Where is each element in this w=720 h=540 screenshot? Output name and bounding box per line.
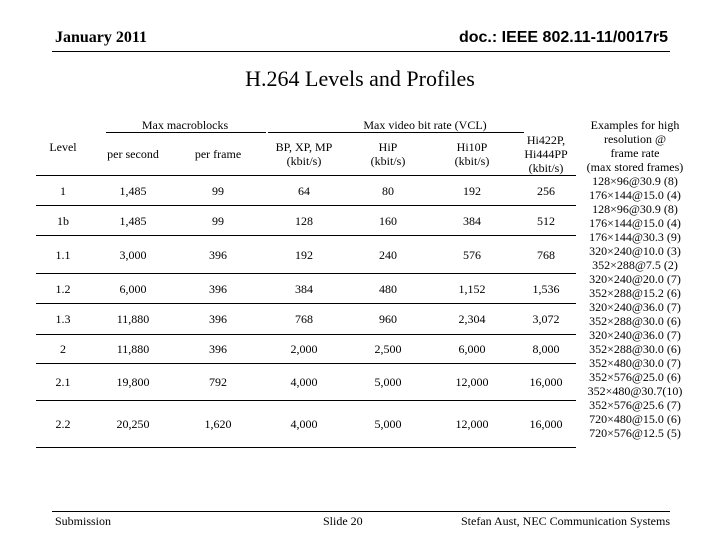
cell-bp: 192 [260,236,348,274]
table-row [36,304,576,335]
cell-hi422: 256 [516,176,576,206]
cell-hip: 80 [348,176,428,206]
example-line: 320×240@36.0 (7) [589,300,681,314]
cell-hi10: 12,000 [428,364,516,401]
examples-column [585,118,685,440]
example-line: 352×288@15.2 (6) [589,286,681,300]
example-line: 176×144@30.3 (9) [589,230,681,244]
cell-bp: 768 [260,304,348,335]
cell-hip: 960 [348,304,428,335]
cell-level: 2 [36,335,90,364]
cell-hi422: 8,000 [516,335,576,364]
slide-title: H.264 Levels and Profiles [245,66,475,91]
example-line: 352×288@30.0 (6) [589,342,681,356]
cell-hip: 5,000 [348,364,428,401]
col-header-hi422p-line3: (kbit/s) [528,161,564,175]
cell-hi422: 768 [516,236,576,274]
cell-bp: 4,000 [260,401,348,448]
col-header-hi422p-line2: Hi444PP [524,147,568,161]
example-line: 320×240@10.0 (3) [589,244,681,258]
cell-hi10: 384 [428,206,516,236]
table-row [36,236,576,274]
footer-author: Stefan Aust, NEC Communication Systems [461,514,670,528]
example-line: 720×576@12.5 (5) [589,426,681,440]
cell-hi10: 1,152 [428,274,516,304]
cell-level: 1b [36,206,90,236]
table-row [36,335,576,364]
footer-slide-number: Slide 20 [323,514,363,528]
table-row [36,401,576,448]
cell-hi10: 12,000 [428,401,516,448]
header-divider [52,51,670,52]
cell-level: 1.3 [36,304,90,335]
header-doc-id: doc.: IEEE 802.11-11/0017r5 [458,29,668,46]
examples-lines [585,174,685,440]
cell-pf: 792 [176,364,260,401]
col-header-per-second: per second [90,133,176,176]
cell-level: 2.2 [36,401,90,448]
col-header-hi422p-line1: Hi422P, [526,133,566,147]
cell-ps: 3,000 [90,236,176,274]
col-header-hip-line2: (kbit/s) [370,154,406,168]
cell-pf: 396 [176,236,260,274]
cell-ps: 1,485 [90,206,176,236]
table-row [36,274,576,304]
col-header-bp-line1: BP, XP, MP [275,140,333,154]
cell-pf: 396 [176,274,260,304]
table-row [36,364,576,401]
col-header-level: Level [36,133,90,176]
cell-level: 2.1 [36,364,90,401]
cell-pf: 396 [176,304,260,335]
cell-hip: 2,500 [348,335,428,364]
cell-ps: 1,485 [90,176,176,206]
cell-hi422: 3,072 [516,304,576,335]
table-header-row [36,133,576,176]
example-line: 352×288@7.5 (2) [592,258,678,272]
example-line: 352×576@25.0 (6) [589,370,681,384]
example-line: 352×480@30.7(10) [587,384,683,398]
cell-hi422: 1,536 [516,274,576,304]
cell-pf: 396 [176,335,260,364]
cell-hi422: 512 [516,206,576,236]
examples-heading-3: frame rate [610,146,660,160]
example-line: 320×240@20.0 (7) [589,272,681,286]
cell-ps: 11,880 [90,335,176,364]
group-header-macroblocks: Max macroblocks [141,118,229,132]
cell-hi10: 192 [428,176,516,206]
footer-divider [52,511,670,512]
cell-hi422: 16,000 [516,401,576,448]
example-line: 176×144@15.0 (4) [589,216,681,230]
example-line: 352×288@30.0 (6) [589,314,681,328]
example-line: 352×480@30.0 (7) [589,356,681,370]
table-body [36,176,576,448]
cell-ps: 11,880 [90,304,176,335]
examples-heading-1: Examples for high [590,118,680,132]
col-header-hip-line1: HiP [378,140,398,154]
col-header-per-frame: per frame [176,133,260,176]
cell-level: 1.1 [36,236,90,274]
cell-bp: 2,000 [260,335,348,364]
footer-submission: Submission [55,514,112,528]
example-line: 720×480@15.0 (6) [589,412,681,426]
cell-hip: 5,000 [348,401,428,448]
levels-table [36,133,576,448]
table-row [36,176,576,206]
examples-heading-4: (max stored frames) [586,160,684,174]
cell-hip: 240 [348,236,428,274]
cell-hi422: 16,000 [516,364,576,401]
cell-bp: 4,000 [260,364,348,401]
col-header-bp-line2: (kbit/s) [286,154,322,168]
example-line: 176×144@15.0 (4) [589,188,681,202]
cell-pf: 99 [176,176,260,206]
examples-heading-2: resolution @ [603,132,667,146]
cell-hi10: 6,000 [428,335,516,364]
example-line: 128×96@30.9 (8) [592,174,678,188]
col-header-hi10p-line2: (kbit/s) [454,154,490,168]
header-date: January 2011 [55,29,148,46]
cell-ps: 20,250 [90,401,176,448]
col-header-hip [348,133,428,176]
col-header-hi10p [428,133,516,176]
example-line: 128×96@30.9 (8) [592,202,678,216]
cell-ps: 19,800 [90,364,176,401]
col-header-bp-xp-mp [260,133,348,176]
example-line: 352×576@25.6 (7) [589,398,681,412]
cell-bp: 384 [260,274,348,304]
cell-hip: 480 [348,274,428,304]
cell-level: 1 [36,176,90,206]
col-header-hi422p [516,133,576,176]
example-line: 320×240@36.0 (7) [589,328,681,342]
group-header-bitrate: Max video bit rate (VCL) [363,118,487,132]
cell-bp: 64 [260,176,348,206]
cell-hi10: 576 [428,236,516,274]
table-row [36,206,576,236]
col-header-hi10p-line1: Hi10P [456,140,488,154]
cell-ps: 6,000 [90,274,176,304]
cell-hi10: 2,304 [428,304,516,335]
cell-bp: 128 [260,206,348,236]
cell-pf: 1,620 [176,401,260,448]
cell-level: 1.2 [36,274,90,304]
cell-hip: 160 [348,206,428,236]
cell-pf: 99 [176,206,260,236]
